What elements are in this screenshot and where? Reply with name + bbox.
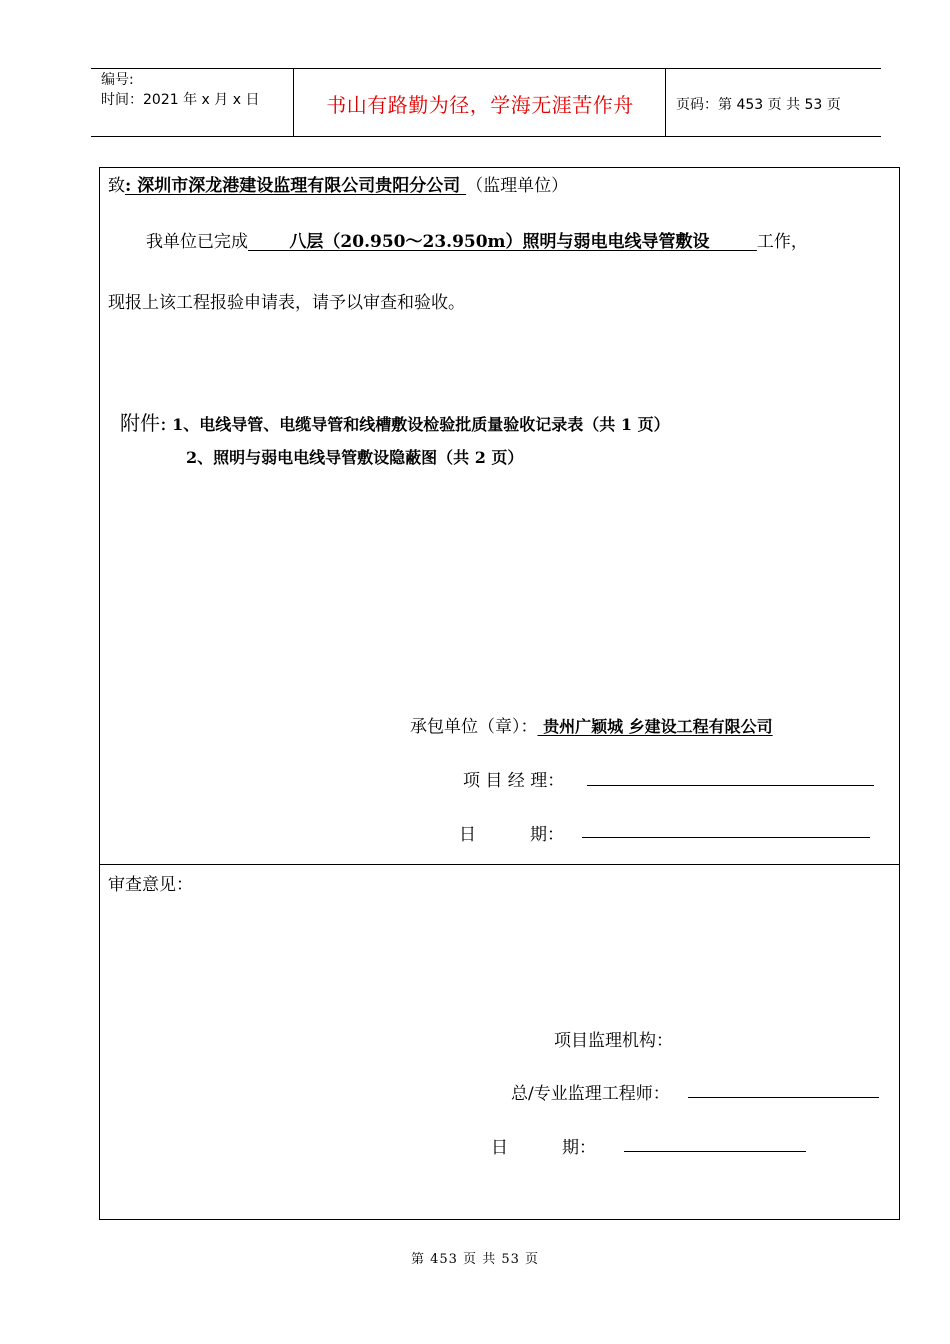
- attachment-item-1: 1、电线导管、电缆导管和线槽敷设检验批质量验收记录表（共 1 页）: [172, 415, 670, 434]
- header-bottom-rule: [91, 136, 881, 137]
- addressee-line: [108, 171, 568, 196]
- document-time: 时间：2021 年 x 月 x 日: [101, 92, 260, 108]
- addressee-prefix: 致: [108, 176, 125, 196]
- contractor-line: [410, 712, 773, 737]
- contractor-label: 承包单位（章）：: [410, 717, 538, 737]
- completed-work-line: [146, 227, 808, 252]
- completed-suffix: 工作，: [756, 232, 808, 252]
- completed-prefix: 我单位已完成: [146, 232, 248, 252]
- project-manager-signature-line: [587, 785, 874, 786]
- request-text: 现报上该工程报验申请表，请予以审查和验收。: [108, 293, 465, 313]
- project-manager-label: 项 目 经 理：: [463, 771, 565, 791]
- review-opinion-label: 审查意见：: [108, 875, 193, 895]
- supervising-engineer-label: 总/专业监理工程师：: [511, 1084, 670, 1104]
- footer-page-number: 第 453 页 共 53 页: [410, 1252, 540, 1267]
- header-motto: 书山有路勤为径，学海无涯苦作舟: [326, 93, 634, 117]
- document-number-label: 编号:: [101, 72, 134, 88]
- contractor-name: 贵州广颖城 乡建设工程有限公司: [537, 717, 773, 736]
- attachment-item-2: 2、照明与弱电电线导管敷设隐蔽图（共 2 页）: [186, 448, 524, 467]
- header-meta: [101, 70, 259, 110]
- supervision-date-label: 日 期：: [491, 1138, 597, 1158]
- addressee-company: : 深圳市深龙港建设监理有限公司贵阳分公司: [125, 176, 467, 196]
- supervising-engineer-signature-line: [688, 1097, 879, 1098]
- contractor-date-line: [582, 837, 870, 838]
- supervision-date-line: [624, 1151, 806, 1152]
- form-section-divider: [99, 864, 900, 865]
- completed-work-item: 八层（20.950～23.950m）照明与弱电电线导管敷设: [248, 232, 757, 252]
- supervision-org-label: 项目监理机构：: [554, 1031, 673, 1051]
- addressee-role: （监理单位）: [466, 176, 569, 196]
- header-top-rule: [91, 68, 881, 69]
- attachments-label: 附件:: [120, 411, 167, 435]
- inspection-request-form: [99, 167, 900, 1220]
- contractor-date-label: 日 期：: [459, 825, 565, 845]
- header-page-info: 页码：第 453 页 共 53 页: [676, 97, 841, 113]
- attachment-line-1: [120, 407, 670, 436]
